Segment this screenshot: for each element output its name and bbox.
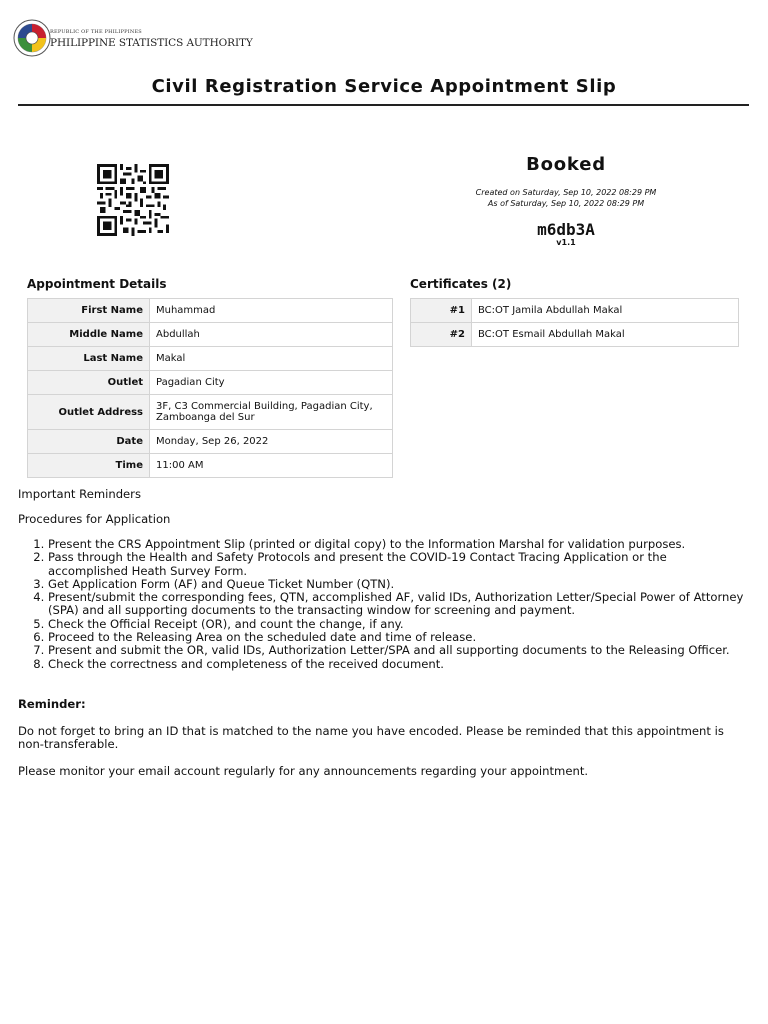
certificates-heading: Certificates (2): [410, 277, 512, 291]
title-divider: [18, 104, 749, 106]
table-row: [28, 299, 393, 323]
table-row: [411, 323, 739, 347]
list-item: 4. Present/submit the corresponding fees, QTN, accomplished AF, valid IDs, Authorization Letter/Special Power of Attorney (SPA) and all supporting documents to the transacting window for screening and payment.: [48, 591, 748, 618]
as-of-timestamp: As of Saturday, Sep 10, 2022 08:29 PM: [487, 199, 645, 208]
created-timestamp: Created on Saturday, Sep 10, 2022 08:29 PM: [475, 188, 657, 197]
list-item: 6. Proceed to the Releasing Area on the scheduled date and time of release.: [48, 631, 748, 644]
field-value: Muhammad: [150, 299, 393, 323]
table-row: [28, 395, 393, 430]
appointment-details-table: [27, 298, 393, 478]
important-reminders-heading: Important Reminders: [18, 487, 141, 501]
logo-agency-text: PHILIPPINE STATISTICS AUTHORITY: [50, 37, 253, 49]
reminder-text: Do not forget to bring an ID that is matched to the name you have encoded. Please be reminded that this appointment is non-transferable.: [18, 724, 724, 752]
psa-seal-icon: [12, 16, 52, 60]
list-item: 3. Get Application Form (AF) and Queue Ticket Number (QTN).: [48, 578, 748, 591]
certificates-table: [410, 298, 739, 347]
list-item: 5. Check the Official Receipt (OR), and count the change, if any.: [48, 618, 748, 631]
table-row: [28, 371, 393, 395]
certificate-number: #1: [411, 299, 472, 323]
list-item: 7. Present and submit the OR, valid IDs, Authorization Letter/SPA and all supporting documents to the Releasing Officer.: [48, 644, 748, 657]
booking-status: Booked: [526, 154, 606, 175]
table-row: [28, 454, 393, 478]
field-label: Middle Name: [28, 323, 150, 347]
table-row: [28, 347, 393, 371]
procedures-list: [18, 538, 748, 671]
reference-code: m6db3A: [537, 220, 595, 239]
field-value: Monday, Sep 26, 2022: [150, 430, 393, 454]
field-label: Date: [28, 430, 150, 454]
psa-logo: [12, 16, 253, 64]
certificate-value: BC:OT Jamila Abdullah Makal: [472, 299, 739, 323]
certificate-value: BC:OT Esmail Abdullah Makal: [472, 323, 739, 347]
field-label: Time: [28, 454, 150, 478]
field-label: Last Name: [28, 347, 150, 371]
field-value: 11:00 AM: [150, 454, 393, 478]
field-label: First Name: [28, 299, 150, 323]
page-title: Civil Registration Service Appointment Slip: [151, 76, 617, 97]
logo-republic-text: REPUBLIC OF THE PHILIPPINES: [50, 29, 142, 35]
procedures-heading: Procedures for Application: [18, 512, 171, 526]
field-label: Outlet: [28, 371, 150, 395]
table-row: [411, 299, 739, 323]
list-item: 1. Present the CRS Appointment Slip (printed or digital copy) to the Information Marshal for validation purposes.: [48, 538, 748, 551]
appointment-details-heading: Appointment Details: [27, 277, 167, 291]
qr-code: [96, 164, 170, 236]
field-value: Pagadian City: [150, 371, 393, 395]
version-label: v1.1: [556, 238, 576, 247]
table-row: [28, 323, 393, 347]
list-item: 2. Pass through the Health and Safety Protocols and present the COVID-19 Contact Tracing Application or the accomplished Heath Survey Form.: [48, 551, 748, 578]
field-label: Outlet Address: [28, 395, 150, 430]
field-value: 3F, C3 Commercial Building, Pagadian City, Zamboanga del Sur: [150, 395, 393, 430]
certificate-number: #2: [411, 323, 472, 347]
field-value: Makal: [150, 347, 393, 371]
table-row: [28, 430, 393, 454]
reminder-label: Reminder:: [18, 697, 86, 711]
list-item: 8. Check the correctness and completeness of the received document.: [48, 658, 748, 671]
field-value: Abdullah: [150, 323, 393, 347]
monitor-email-text: Please monitor your email account regularly for any announcements regarding your appointment.: [18, 764, 589, 778]
